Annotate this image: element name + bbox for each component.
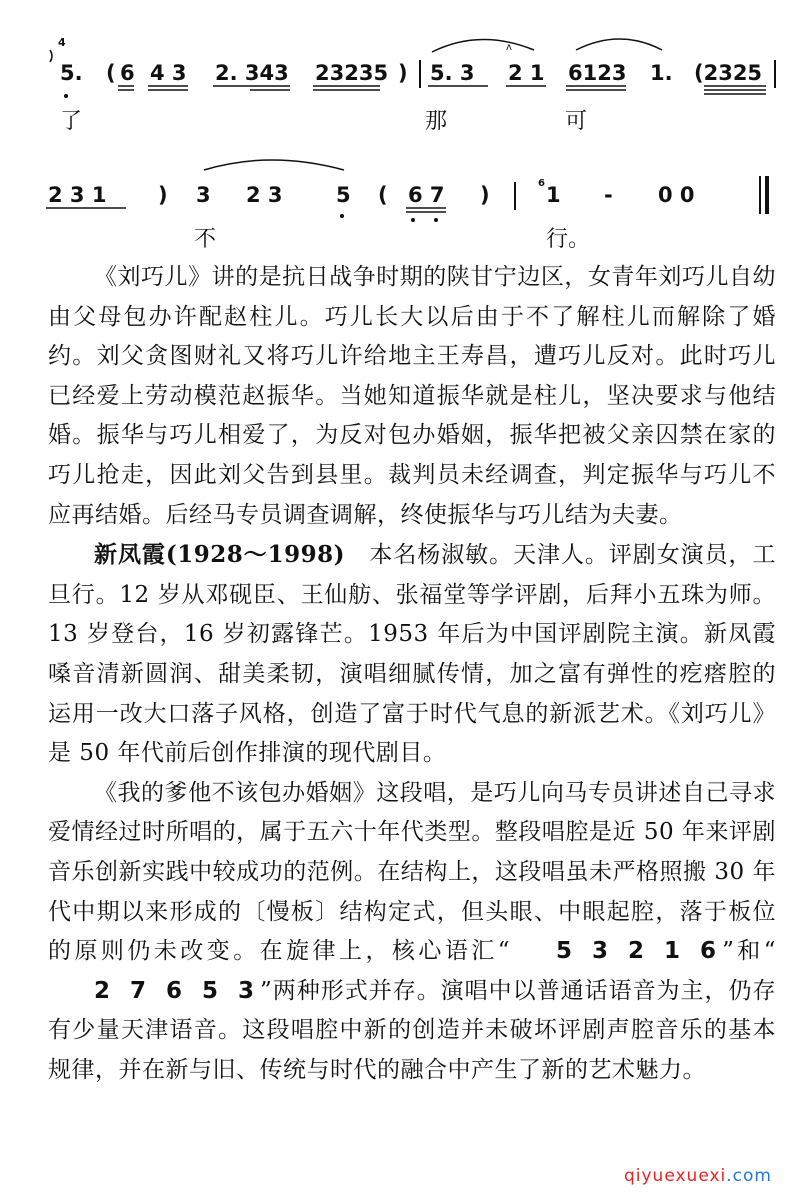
watermark-name: qiyuexuexi	[623, 1166, 727, 1186]
notes-23235: 23235	[315, 61, 389, 85]
notes-67: 6 7	[408, 183, 445, 207]
lyric-le: 了	[60, 109, 83, 134]
watermark-domain: .com	[726, 1166, 772, 1186]
tempo-mark-1: 4	[58, 36, 66, 49]
biography-text: 本名杨淑敏。天津人。评剧女演员，工旦行。12 岁从邓砚臣、王仙舫、张福堂等学评剧，后拜小五珠为师。13 岁登台，16 岁初露锋芒。1953 年后为中国评剧院主演。新凤霞嗓音清新圆润、甜美柔韧，演唱细腻传情，加之富有弹性的疙瘩腔的运用一改大口落子风格，创造了富于时代气息的新派艺术。《刘巧儿》是 50 年代前后创作排演的现代剧目。	[48, 542, 777, 767]
notes-21: 2 1	[508, 61, 545, 85]
notes-231: 2 3 1	[48, 183, 107, 207]
score-svg	[0, 0, 810, 260]
paren-close: )	[398, 61, 408, 85]
analysis-text-b: ”和“	[722, 938, 776, 965]
score-line-2	[48, 178, 695, 207]
paragraph-biography	[48, 535, 776, 774]
paren-open-2: (	[378, 183, 388, 207]
notes-1-dot: 1.	[650, 61, 673, 85]
dash: -	[604, 183, 613, 207]
note-5-dot: 5.	[60, 61, 83, 85]
paren-close-3: )	[480, 183, 490, 207]
analysis-text-a: 《我的爹他不该包办婚姻》这段唱，是巧儿向马专员讲述自己寻求爱情经过时所唱的，属于五六十年代类型。整段唱腔是近 50 年来评剧音乐创新实践中较成功的范例。在结构上，这段唱虽未严格照搬 30 年代中期以来形成的〔慢板〕结构定式，但头眼、中眼起腔，落于板位的原则仍未改变。在旋律上，核心语汇“	[48, 779, 776, 965]
article-body	[48, 258, 776, 1090]
note-1: 1	[546, 183, 561, 207]
tempo-mark-2: 6	[538, 178, 545, 189]
paren-open: (	[106, 61, 116, 85]
lyric-na: 那	[425, 109, 448, 134]
lyric-bu: 不	[194, 227, 217, 252]
melodic-motif-1: 5 3 2 1 6	[556, 938, 723, 965]
note-6: 6	[120, 61, 135, 85]
jianpu-score	[0, 0, 810, 260]
notes-43: 4 3	[150, 61, 187, 85]
paren-close-2: )	[158, 183, 168, 207]
notes-2325: (2325	[694, 61, 763, 85]
notes-2-343: 2. 343	[215, 61, 289, 85]
notes-6123: 6123	[568, 61, 627, 85]
paragraph-analysis	[48, 774, 776, 1091]
note-3: 3	[196, 183, 211, 207]
site-watermark	[624, 1166, 772, 1186]
notes-23: 2 3	[246, 183, 283, 207]
lyric-ke: 可	[565, 109, 588, 134]
score-line-1	[58, 36, 762, 85]
note-5: 5	[336, 183, 351, 207]
paragraph-plot: 《刘巧儿》讲的是抗日战争时期的陕甘宁边区，女青年刘巧儿自幼由父母包办许配赵柱儿。巧儿长大以后由于不了解柱儿而解除了婚约。刘父贪图财礼又将巧儿许给地主王寿昌，遭巧儿反对。此时巧儿已经爱上劳动模范赵振华。当她知道振华就是柱儿，坚决要求与他结婚。振华与巧儿相爱了，为反对包办婚姻，振华把被父亲囚禁在家的巧儿抢走，因此刘父告到县里。裁判员未经调查，判定振华与巧儿不应再结婚。后经马专员调查调解，终使振华与巧儿结为夫妻。	[48, 264, 776, 528]
biography-heading: 新凤霞(1928～1998)	[94, 541, 346, 569]
melodic-motif-2: 2 7 6 5 3	[94, 977, 261, 1004]
notes-5-3: 5. 3	[430, 61, 475, 85]
svg-text:ʌ: ʌ	[506, 42, 512, 53]
analysis-text-c: ”两种形式并存。演唱中以普通话语音为主，仍存有少量天津语音。这段唱腔中新的创造并未破坏评剧声腔音乐的基本规律，并在新与旧、传统与时代的融合中产生了新的艺术魅力。	[48, 977, 776, 1083]
lyric-xing: 行。	[546, 227, 591, 252]
rest-00: 0 0	[658, 183, 695, 207]
